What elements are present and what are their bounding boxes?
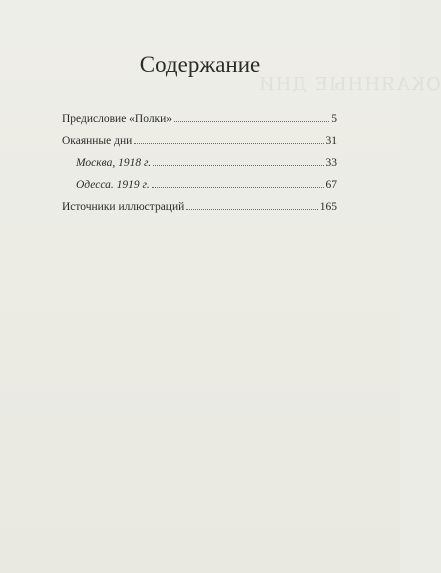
toc-entry-page: 33 <box>325 157 337 169</box>
toc-entry-label: Окаянные дни <box>62 135 133 147</box>
toc-entry-page: 67 <box>325 179 337 191</box>
dot-leader <box>134 142 323 144</box>
dot-leader <box>152 186 324 188</box>
page-title: Содержание <box>139 52 261 77</box>
toc-entry-label: Одесса. 1919 г. <box>76 179 150 191</box>
toc-entry-label: Москва, 1918 г. <box>76 157 152 169</box>
dot-leader <box>153 164 323 166</box>
toc-entry-page: 31 <box>325 135 337 147</box>
toc-entry-illustrations[interactable] <box>62 201 337 223</box>
table-of-contents <box>62 113 337 223</box>
toc-entry-moscow[interactable] <box>62 157 337 179</box>
dot-leader <box>174 120 329 122</box>
dot-leader <box>186 208 317 210</box>
toc-entry-label: Источники иллюстраций <box>62 201 185 213</box>
toc-entry-page: 5 <box>331 113 337 125</box>
toc-entry-page: 165 <box>319 201 337 213</box>
bleed-through-text: ОКАЯННЫЕ ДНИ <box>258 74 441 95</box>
toc-entry-preface[interactable] <box>62 113 337 135</box>
toc-entry-cursed-days[interactable] <box>62 135 337 157</box>
toc-entry-label: Предисловие «Полки» <box>62 113 173 125</box>
toc-entry-odessa[interactable] <box>62 179 337 201</box>
